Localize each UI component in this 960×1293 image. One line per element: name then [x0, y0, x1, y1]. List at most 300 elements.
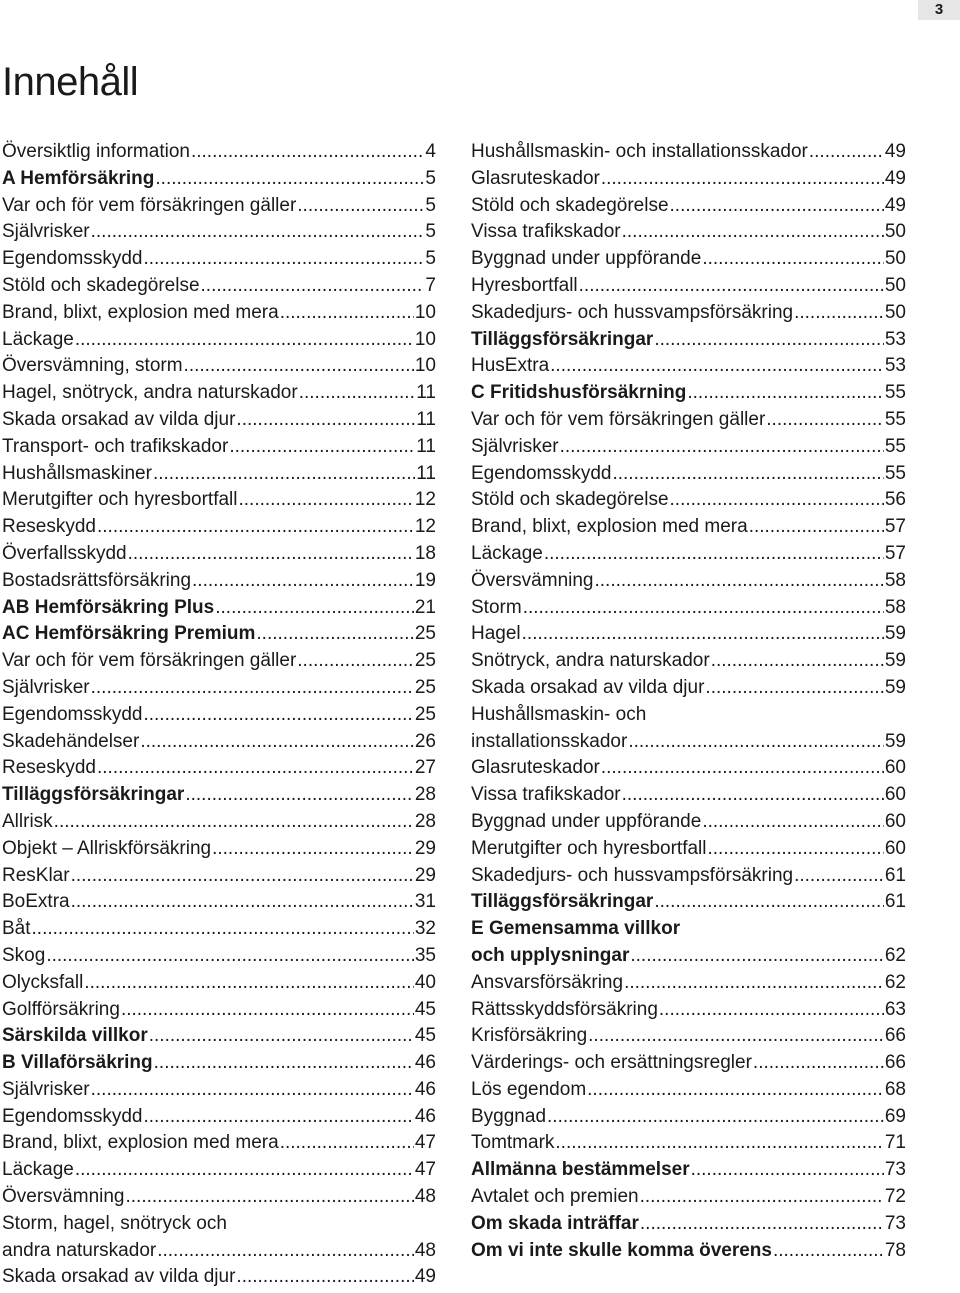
- toc-entry-page: 35: [414, 944, 436, 966]
- toc-entry[interactable]: [471, 1238, 906, 1265]
- page-title: Innehåll: [2, 60, 139, 104]
- toc-entry-page: 71: [884, 1132, 906, 1154]
- toc-entry-page: 57: [884, 542, 906, 564]
- dot-leader: [670, 193, 884, 220]
- dot-leader: [702, 809, 884, 836]
- toc-entry-label: Egendomsskydd: [2, 1105, 143, 1127]
- toc-entry[interactable]: [2, 380, 436, 407]
- dot-leader: [297, 193, 424, 220]
- toc-entry[interactable]: [471, 461, 906, 488]
- dot-leader: [705, 675, 883, 702]
- toc-entry[interactable]: [2, 755, 436, 782]
- toc-entry-label: Hagel, snötryck, andra naturskador: [2, 382, 298, 404]
- dot-leader: [612, 461, 883, 488]
- toc-entry-page: 50: [884, 301, 906, 323]
- toc-entry[interactable]: [471, 836, 906, 863]
- toc-entry-page: 55: [884, 462, 906, 484]
- toc-entry-page: 66: [884, 1025, 906, 1047]
- toc-entry-label: Självrisker: [2, 221, 90, 243]
- toc-entry-label: Översvämning: [471, 569, 594, 591]
- toc-entry-label: andra naturskador: [2, 1239, 157, 1261]
- dot-leader: [560, 434, 884, 461]
- dot-leader: [547, 1104, 884, 1131]
- dot-leader: [91, 219, 425, 246]
- dot-leader: [809, 139, 884, 166]
- toc-entry-label: Storm: [471, 596, 522, 618]
- toc-entry-page: 5: [425, 167, 436, 189]
- toc-entry[interactable]: [2, 407, 436, 434]
- toc-entry[interactable]: [2, 514, 436, 541]
- toc-entry[interactable]: [2, 434, 436, 461]
- dot-leader: [522, 621, 884, 648]
- toc-entry-label: Rättsskyddsförsäkring: [471, 998, 658, 1020]
- toc-entry-page: 60: [884, 784, 906, 806]
- toc-entry[interactable]: [2, 1238, 436, 1265]
- dot-leader: [184, 353, 414, 380]
- dot-leader: [544, 541, 884, 568]
- toc-entry[interactable]: [471, 246, 906, 273]
- toc-entry-page: 47: [414, 1159, 436, 1181]
- dot-leader: [708, 836, 884, 863]
- toc-entry-page: 21: [414, 596, 436, 618]
- toc-entry-label: Bostadsrättsförsäkring: [2, 569, 192, 591]
- toc-entry-page: 46: [414, 1105, 436, 1127]
- toc-entry[interactable]: [471, 1130, 906, 1157]
- toc-entry[interactable]: [471, 1157, 906, 1184]
- toc-entry-page: 62: [884, 971, 906, 993]
- toc-entry-page: 48: [414, 1186, 436, 1208]
- toc-entry-page: 78: [884, 1239, 906, 1261]
- toc-entry[interactable]: [471, 1050, 906, 1077]
- toc-entry-label: Värderings- och ersättningsregler: [471, 1052, 752, 1074]
- toc-entry[interactable]: [471, 621, 906, 648]
- toc-entry-label: Egendomsskydd: [471, 462, 612, 484]
- dot-leader: [588, 1023, 884, 1050]
- toc-entry[interactable]: [2, 889, 436, 916]
- toc-entry-label: Brand, blixt, explosion med mera: [2, 301, 279, 323]
- toc-entry[interactable]: [2, 487, 436, 514]
- toc-entry[interactable]: [471, 380, 906, 407]
- toc-entry[interactable]: [471, 434, 906, 461]
- toc-entry-label: Egendomsskydd: [2, 248, 143, 270]
- toc-entry-page: 5: [425, 221, 436, 243]
- toc-entry-page: 55: [884, 435, 906, 457]
- dot-leader: [215, 595, 414, 622]
- toc-entry[interactable]: [2, 970, 436, 997]
- toc-entry[interactable]: [471, 943, 906, 970]
- toc-entry-page: 25: [414, 676, 436, 698]
- toc-entry-page: 62: [884, 944, 906, 966]
- toc-entry-label: Vissa trafikskador: [471, 784, 621, 806]
- toc-entry-page: 27: [414, 757, 436, 779]
- toc-entry[interactable]: [2, 863, 436, 890]
- toc-entry-page: 18: [414, 542, 436, 564]
- dot-leader: [155, 166, 424, 193]
- toc-entry[interactable]: [2, 648, 436, 675]
- dot-leader: [236, 1264, 413, 1291]
- toc-entry-label: BoExtra: [2, 891, 70, 913]
- toc-entry[interactable]: [2, 1104, 436, 1131]
- toc-entry-label: Objekt – Allriskförsäkring: [2, 837, 212, 859]
- dot-leader: [91, 1077, 414, 1104]
- dot-leader: [280, 300, 414, 327]
- toc-entry[interactable]: [2, 1157, 436, 1184]
- dot-leader: [46, 943, 414, 970]
- toc-entry[interactable]: [2, 1264, 436, 1291]
- toc-entry-page: 46: [414, 1078, 436, 1100]
- toc-entry[interactable]: [2, 1184, 436, 1211]
- toc-entry-label: Transport- och trafikskador: [2, 435, 229, 457]
- toc-entry[interactable]: [471, 755, 906, 782]
- toc-entry-page: 66: [884, 1052, 906, 1074]
- dot-leader: [555, 1130, 883, 1157]
- toc-entry-page: 28: [414, 784, 436, 806]
- dot-leader: [32, 916, 414, 943]
- toc-entry[interactable]: [2, 1050, 436, 1077]
- toc-entry-label: Krisförsäkring: [471, 1025, 588, 1047]
- toc-entry-page: 55: [884, 408, 906, 430]
- toc-entry-label: A Hemförsäkring: [2, 167, 155, 189]
- dot-leader: [622, 782, 884, 809]
- toc-entry[interactable]: [2, 702, 436, 729]
- toc-entry-label: Allrisk: [2, 810, 53, 832]
- dot-leader: [630, 943, 884, 970]
- toc-entry-label: Båt: [2, 918, 31, 940]
- toc-column-right: [471, 139, 906, 1264]
- toc-entry-page: 10: [414, 301, 436, 323]
- toc-entry[interactable]: [2, 1211, 436, 1238]
- toc-entry-page: 25: [414, 650, 436, 672]
- dot-leader: [702, 246, 884, 273]
- toc-entry[interactable]: [2, 461, 436, 488]
- toc-entry[interactable]: [2, 1077, 436, 1104]
- toc-entry[interactable]: [2, 621, 436, 648]
- toc-entry[interactable]: [2, 836, 436, 863]
- toc-entry-label: Översvämning: [2, 1186, 125, 1208]
- toc-entry-label: Byggnad under uppförande: [471, 248, 702, 270]
- dot-leader: [579, 273, 884, 300]
- toc-entry-page: 61: [884, 864, 906, 886]
- dot-leader: [687, 380, 884, 407]
- toc-entry[interactable]: [471, 648, 906, 675]
- dot-leader: [773, 1238, 884, 1265]
- toc-entry-label: Brand, blixt, explosion med mera: [2, 1132, 279, 1154]
- toc-entry-page: 58: [884, 569, 906, 591]
- toc-entry-page: 73: [884, 1212, 906, 1234]
- toc-entry-page: 59: [884, 730, 906, 752]
- toc-entry[interactable]: [2, 675, 436, 702]
- toc-entry-label: Skada orsakad av vilda djur: [471, 676, 705, 698]
- toc-entry[interactable]: [471, 1077, 906, 1104]
- toc-entry-label: Byggnad: [471, 1105, 547, 1127]
- toc-entry-page: 59: [884, 676, 906, 698]
- toc-entry-page: 11: [416, 462, 436, 484]
- toc-entry[interactable]: [471, 1104, 906, 1131]
- toc-entry-page: 10: [414, 355, 436, 377]
- toc-entry-page: 25: [414, 703, 436, 725]
- toc-entry[interactable]: [2, 809, 436, 836]
- toc-entry-page: 73: [884, 1159, 906, 1181]
- toc-entry-page: 59: [884, 650, 906, 672]
- dot-leader: [753, 1050, 884, 1077]
- toc-entry[interactable]: [471, 568, 906, 595]
- toc-entry[interactable]: [471, 353, 906, 380]
- toc-entry-label: Egendomsskydd: [2, 703, 143, 725]
- dot-leader: [71, 863, 414, 890]
- toc-entry-label: Skadedjurs- och hussvampsförsäkring: [471, 864, 794, 886]
- toc-entry-page: 19: [414, 569, 436, 591]
- dot-leader: [794, 863, 884, 890]
- toc-entry[interactable]: [2, 353, 436, 380]
- dot-leader: [297, 648, 414, 675]
- toc-entry-label: och upplysningar: [471, 944, 630, 966]
- dot-leader: [192, 568, 414, 595]
- toc-entry-page: 53: [884, 328, 906, 350]
- toc-entry-label: Hagel: [471, 623, 521, 645]
- toc-entry-page: 4: [425, 141, 436, 162]
- toc-entry-label: Självrisker: [471, 435, 559, 457]
- toc-entry-label: ResKlar: [2, 864, 70, 886]
- toc-entry-label: Lös egendom: [471, 1078, 587, 1100]
- toc-entry[interactable]: [2, 1023, 436, 1050]
- toc-entry[interactable]: [2, 568, 436, 595]
- toc-entry[interactable]: [471, 702, 906, 729]
- dot-leader: [691, 1157, 884, 1184]
- toc-entry-page: 11: [416, 435, 436, 457]
- toc-entry[interactable]: [471, 1023, 906, 1050]
- toc-entry-label: HusExtra: [471, 355, 550, 377]
- dot-leader: [659, 997, 884, 1024]
- toc-entry-page: 28: [414, 810, 436, 832]
- toc-entry-page: 47: [414, 1132, 436, 1154]
- toc-entry-label: Hushållsmaskin- och: [471, 703, 647, 725]
- toc-entry[interactable]: [471, 782, 906, 809]
- toc-entry-page: 49: [884, 167, 906, 189]
- dot-leader: [299, 380, 416, 407]
- dot-leader: [236, 407, 415, 434]
- toc-entry-label: Brand, blixt, explosion med mera: [471, 516, 748, 538]
- toc-entry-label: Självrisker: [2, 1078, 90, 1100]
- toc-entry-page: 5: [425, 194, 436, 216]
- dot-leader: [75, 1157, 414, 1184]
- toc-entry[interactable]: [2, 246, 436, 273]
- toc-entry-page: 68: [884, 1078, 906, 1100]
- toc-entry-label: Läckage: [2, 1159, 74, 1181]
- toc-entry[interactable]: [471, 487, 906, 514]
- toc-entry[interactable]: [471, 889, 906, 916]
- toc-entry[interactable]: [2, 729, 436, 756]
- dot-leader: [766, 407, 884, 434]
- toc-entry-page: 46: [414, 1052, 436, 1074]
- dot-leader: [550, 353, 884, 380]
- toc-entry-page: 56: [884, 489, 906, 511]
- toc-entry-label: Allmänna bestämmelser: [471, 1159, 690, 1181]
- dot-leader: [185, 782, 414, 809]
- dot-leader: [601, 755, 884, 782]
- toc-entry-label: AC Hemförsäkring Premium: [2, 623, 256, 645]
- toc-entry-label: Ansvarsförsäkring: [471, 971, 624, 993]
- toc-entry[interactable]: [471, 729, 906, 756]
- toc-entry-page: 59: [884, 623, 906, 645]
- toc-entry-page: 49: [884, 141, 906, 162]
- toc-entry-label: Tilläggsförsäkringar: [2, 784, 185, 806]
- toc-entry[interactable]: [471, 1184, 906, 1211]
- toc-entry-page: 60: [884, 837, 906, 859]
- toc-entry-page: 72: [884, 1186, 906, 1208]
- dot-leader: [670, 487, 884, 514]
- toc-entry-label: Var och för vem försäkringen gäller: [471, 408, 766, 430]
- dot-leader: [97, 755, 414, 782]
- toc-entry[interactable]: [471, 997, 906, 1024]
- toc-entry[interactable]: [471, 1211, 906, 1238]
- toc-entry[interactable]: [471, 970, 906, 997]
- toc-column-left: [2, 139, 436, 1291]
- toc-entry-page: 29: [414, 837, 436, 859]
- toc-entry-page: 69: [884, 1105, 906, 1127]
- toc-entry[interactable]: [2, 166, 436, 193]
- toc-entry-label: Golfförsäkring: [2, 998, 120, 1020]
- dot-leader: [143, 1104, 413, 1131]
- toc-entry-label: Stöld och skadegörelse: [471, 194, 669, 216]
- toc-entry[interactable]: [471, 407, 906, 434]
- dot-leader: [212, 836, 414, 863]
- toc-entry-page: 26: [414, 730, 436, 752]
- toc-entry[interactable]: [2, 139, 436, 166]
- dot-leader: [654, 327, 884, 354]
- dot-leader: [640, 1211, 884, 1238]
- dot-leader: [75, 327, 414, 354]
- toc-entry-label: Vissa trafikskador: [471, 221, 621, 243]
- toc-entry[interactable]: [471, 595, 906, 622]
- toc-entry[interactable]: [2, 541, 436, 568]
- toc-entry[interactable]: [471, 541, 906, 568]
- dot-leader: [794, 300, 884, 327]
- toc-entry-page: 10: [414, 328, 436, 350]
- toc-entry-page: 60: [884, 810, 906, 832]
- toc-entry-label: Hyresbortfall: [471, 274, 578, 296]
- toc-entry[interactable]: [471, 809, 906, 836]
- toc-entry[interactable]: [471, 273, 906, 300]
- toc-entry-label: Översvämning, storm: [2, 355, 183, 377]
- dot-leader: [523, 595, 884, 622]
- toc-entry[interactable]: [471, 300, 906, 327]
- toc-entry-label: Självrisker: [2, 676, 90, 698]
- toc-entry-page: 40: [414, 971, 436, 993]
- toc-entry-label: Hushållsmaskin- och installationsskador: [471, 141, 808, 162]
- toc-entry[interactable]: [2, 219, 436, 246]
- toc-entry[interactable]: [471, 916, 906, 943]
- toc-entry-label: AB Hemförsäkring Plus: [2, 596, 215, 618]
- toc-entry[interactable]: [2, 193, 436, 220]
- toc-entry-label: Om skada inträffar: [471, 1212, 639, 1234]
- toc-entry-label: Läckage: [471, 542, 543, 564]
- toc-entry[interactable]: [471, 863, 906, 890]
- toc-entry-label: Överfallsskydd: [2, 542, 127, 564]
- toc-entry-page: 48: [414, 1239, 436, 1261]
- toc-entry[interactable]: [2, 327, 436, 354]
- toc-entry-label: Var och för vem försäkringen gäller: [2, 650, 297, 672]
- toc-entry-label: Merutgifter och hyresbortfall: [471, 837, 707, 859]
- dot-leader: [587, 1077, 884, 1104]
- toc-entry[interactable]: [471, 327, 906, 354]
- toc-entry-label: Storm, hagel, snötryck och: [2, 1212, 227, 1234]
- dot-leader: [280, 1130, 414, 1157]
- dot-leader: [154, 1050, 414, 1077]
- toc-entry-label: Byggnad under uppförande: [471, 810, 702, 832]
- toc-entry[interactable]: [471, 166, 906, 193]
- toc-entry-label: Översiktlig information: [2, 141, 190, 162]
- toc-entry[interactable]: [471, 514, 906, 541]
- toc-entry-label: Avtalet och premien: [471, 1186, 639, 1208]
- toc-entry-label: Stöld och skadegörelse: [2, 274, 200, 296]
- dot-leader: [140, 729, 414, 756]
- toc-entry[interactable]: [2, 916, 436, 943]
- toc-entry-label: Särskilda villkor: [2, 1025, 148, 1047]
- toc-entry-label: Läckage: [2, 328, 74, 350]
- dot-leader: [624, 970, 884, 997]
- dot-leader: [229, 434, 415, 461]
- toc-entry-page: 31: [414, 891, 436, 913]
- toc-entry-page: 25: [414, 623, 436, 645]
- toc-entry-label: Skada orsakad av vilda djur: [2, 1266, 236, 1288]
- dot-leader: [97, 514, 414, 541]
- toc-entry-page: 50: [884, 274, 906, 296]
- toc-entry[interactable]: [2, 943, 436, 970]
- toc-entry-page: 60: [884, 757, 906, 779]
- toc-entry[interactable]: [2, 782, 436, 809]
- toc-entry-page: 63: [884, 998, 906, 1020]
- toc-entry-label: Hushållsmaskiner: [2, 462, 152, 484]
- dot-leader: [640, 1184, 884, 1211]
- toc-entry[interactable]: [2, 273, 436, 300]
- toc-entry-label: Olycksfall: [2, 971, 84, 993]
- toc-entry-label: Om vi inte skulle komma överens: [471, 1239, 772, 1261]
- toc-entry-page: 45: [414, 1025, 436, 1047]
- toc-entry-label: installationsskador: [471, 730, 628, 752]
- toc-entry-page: 32: [414, 918, 436, 940]
- toc-entry[interactable]: [2, 300, 436, 327]
- toc-entry[interactable]: [2, 997, 436, 1024]
- toc-entry[interactable]: [471, 675, 906, 702]
- dot-leader: [256, 621, 413, 648]
- toc-entry-label: Skadehändelser: [2, 730, 140, 752]
- toc-entry-label: C Fritidshusförsäkrning: [471, 382, 687, 404]
- toc-entry-page: 55: [884, 382, 906, 404]
- dot-leader: [121, 997, 414, 1024]
- toc-entry-page: 49: [884, 194, 906, 216]
- dot-leader: [149, 1023, 414, 1050]
- toc-entry-label: Reseskydd: [2, 516, 96, 538]
- dot-leader: [622, 219, 884, 246]
- toc-entry-page: 50: [884, 248, 906, 270]
- toc-entry[interactable]: [471, 193, 906, 220]
- dot-leader: [143, 702, 413, 729]
- dot-leader: [54, 809, 414, 836]
- dot-leader: [628, 729, 884, 756]
- toc-entry[interactable]: [471, 219, 906, 246]
- toc-entry-label: Tilläggsförsäkringar: [471, 328, 654, 350]
- toc-entry[interactable]: [2, 595, 436, 622]
- toc-entry-label: Stöld och skadegörelse: [471, 489, 669, 511]
- toc-entry-page: 57: [884, 516, 906, 538]
- toc-entry-page: 53: [884, 355, 906, 377]
- dot-leader: [128, 541, 414, 568]
- toc-entry[interactable]: [471, 139, 906, 166]
- toc-entry-page: 11: [416, 408, 436, 430]
- dot-leader: [191, 139, 424, 166]
- toc-entry[interactable]: [2, 1130, 436, 1157]
- dot-leader: [201, 273, 425, 300]
